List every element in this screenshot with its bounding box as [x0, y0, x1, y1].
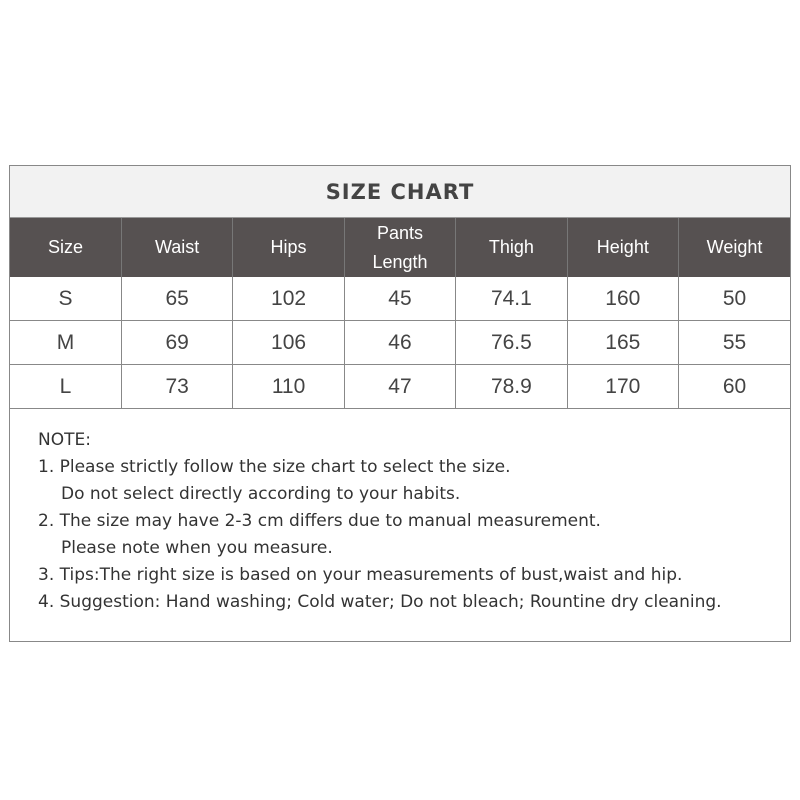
header-cell	[121, 218, 232, 277]
table-cell: 74.1	[456, 277, 567, 321]
table-cell: 78.9	[456, 365, 567, 409]
note-line: 3. Tips:The right size is based on your measurements of bust,waist and hip.	[38, 565, 683, 585]
note-line: 2. The size may have 2-3 cm differs due to manual measurement.	[38, 511, 601, 531]
table-cell: 110	[233, 365, 344, 409]
table-cell: L	[10, 365, 121, 409]
note-line: 1. Please strictly follow the size chart to select the size.	[38, 457, 511, 477]
header-text: Hips	[270, 237, 307, 257]
header-text: Length	[372, 251, 428, 272]
table-cell: 170	[567, 365, 678, 409]
header-row	[10, 218, 790, 277]
header-cell	[679, 218, 790, 277]
header-text: Pants	[376, 222, 423, 243]
header-cell	[10, 218, 121, 277]
table-cell: 165	[567, 321, 678, 365]
note-line: Please note when you measure.	[61, 538, 333, 558]
table-cell: 106	[233, 321, 344, 365]
header-text: Waist	[154, 237, 200, 257]
table-cell: 50	[679, 277, 790, 321]
table-cell: 160	[567, 277, 678, 321]
table-cell: 45	[344, 277, 455, 321]
table-cell: 60	[679, 365, 790, 409]
table-cell: S	[10, 277, 121, 321]
header-cell	[567, 218, 678, 277]
table-cell: 65	[121, 277, 232, 321]
table-cell: M	[10, 321, 121, 365]
note-line: 4. Suggestion: Hand washing; Cold water; Do not bleach; Rountine dry cleaning.	[38, 592, 722, 612]
header-text: Size	[47, 237, 83, 257]
header-text: Thigh	[488, 237, 534, 257]
size-chart	[9, 165, 791, 642]
header-text: Weight	[706, 237, 763, 257]
table-cell: 47	[344, 365, 455, 409]
header-cell	[456, 218, 567, 277]
size-table	[10, 218, 790, 409]
header-cell	[233, 218, 344, 277]
table-cell: 76.5	[456, 321, 567, 365]
table-body	[10, 277, 790, 409]
table-cell: 102	[233, 277, 344, 321]
table-row	[10, 365, 790, 409]
table-cell: 73	[121, 365, 232, 409]
notes-heading: NOTE:	[38, 430, 91, 450]
chart-title: SIZE CHART	[10, 166, 790, 218]
table-row	[10, 321, 790, 365]
header-cell	[344, 218, 455, 277]
note-line: Do not select directly according to your habits.	[61, 484, 461, 504]
table-cell: 46	[344, 321, 455, 365]
notes-section	[10, 409, 790, 616]
table-row	[10, 277, 790, 321]
table-cell: 69	[121, 321, 232, 365]
table-cell: 55	[679, 321, 790, 365]
header-text: Height	[596, 237, 649, 257]
